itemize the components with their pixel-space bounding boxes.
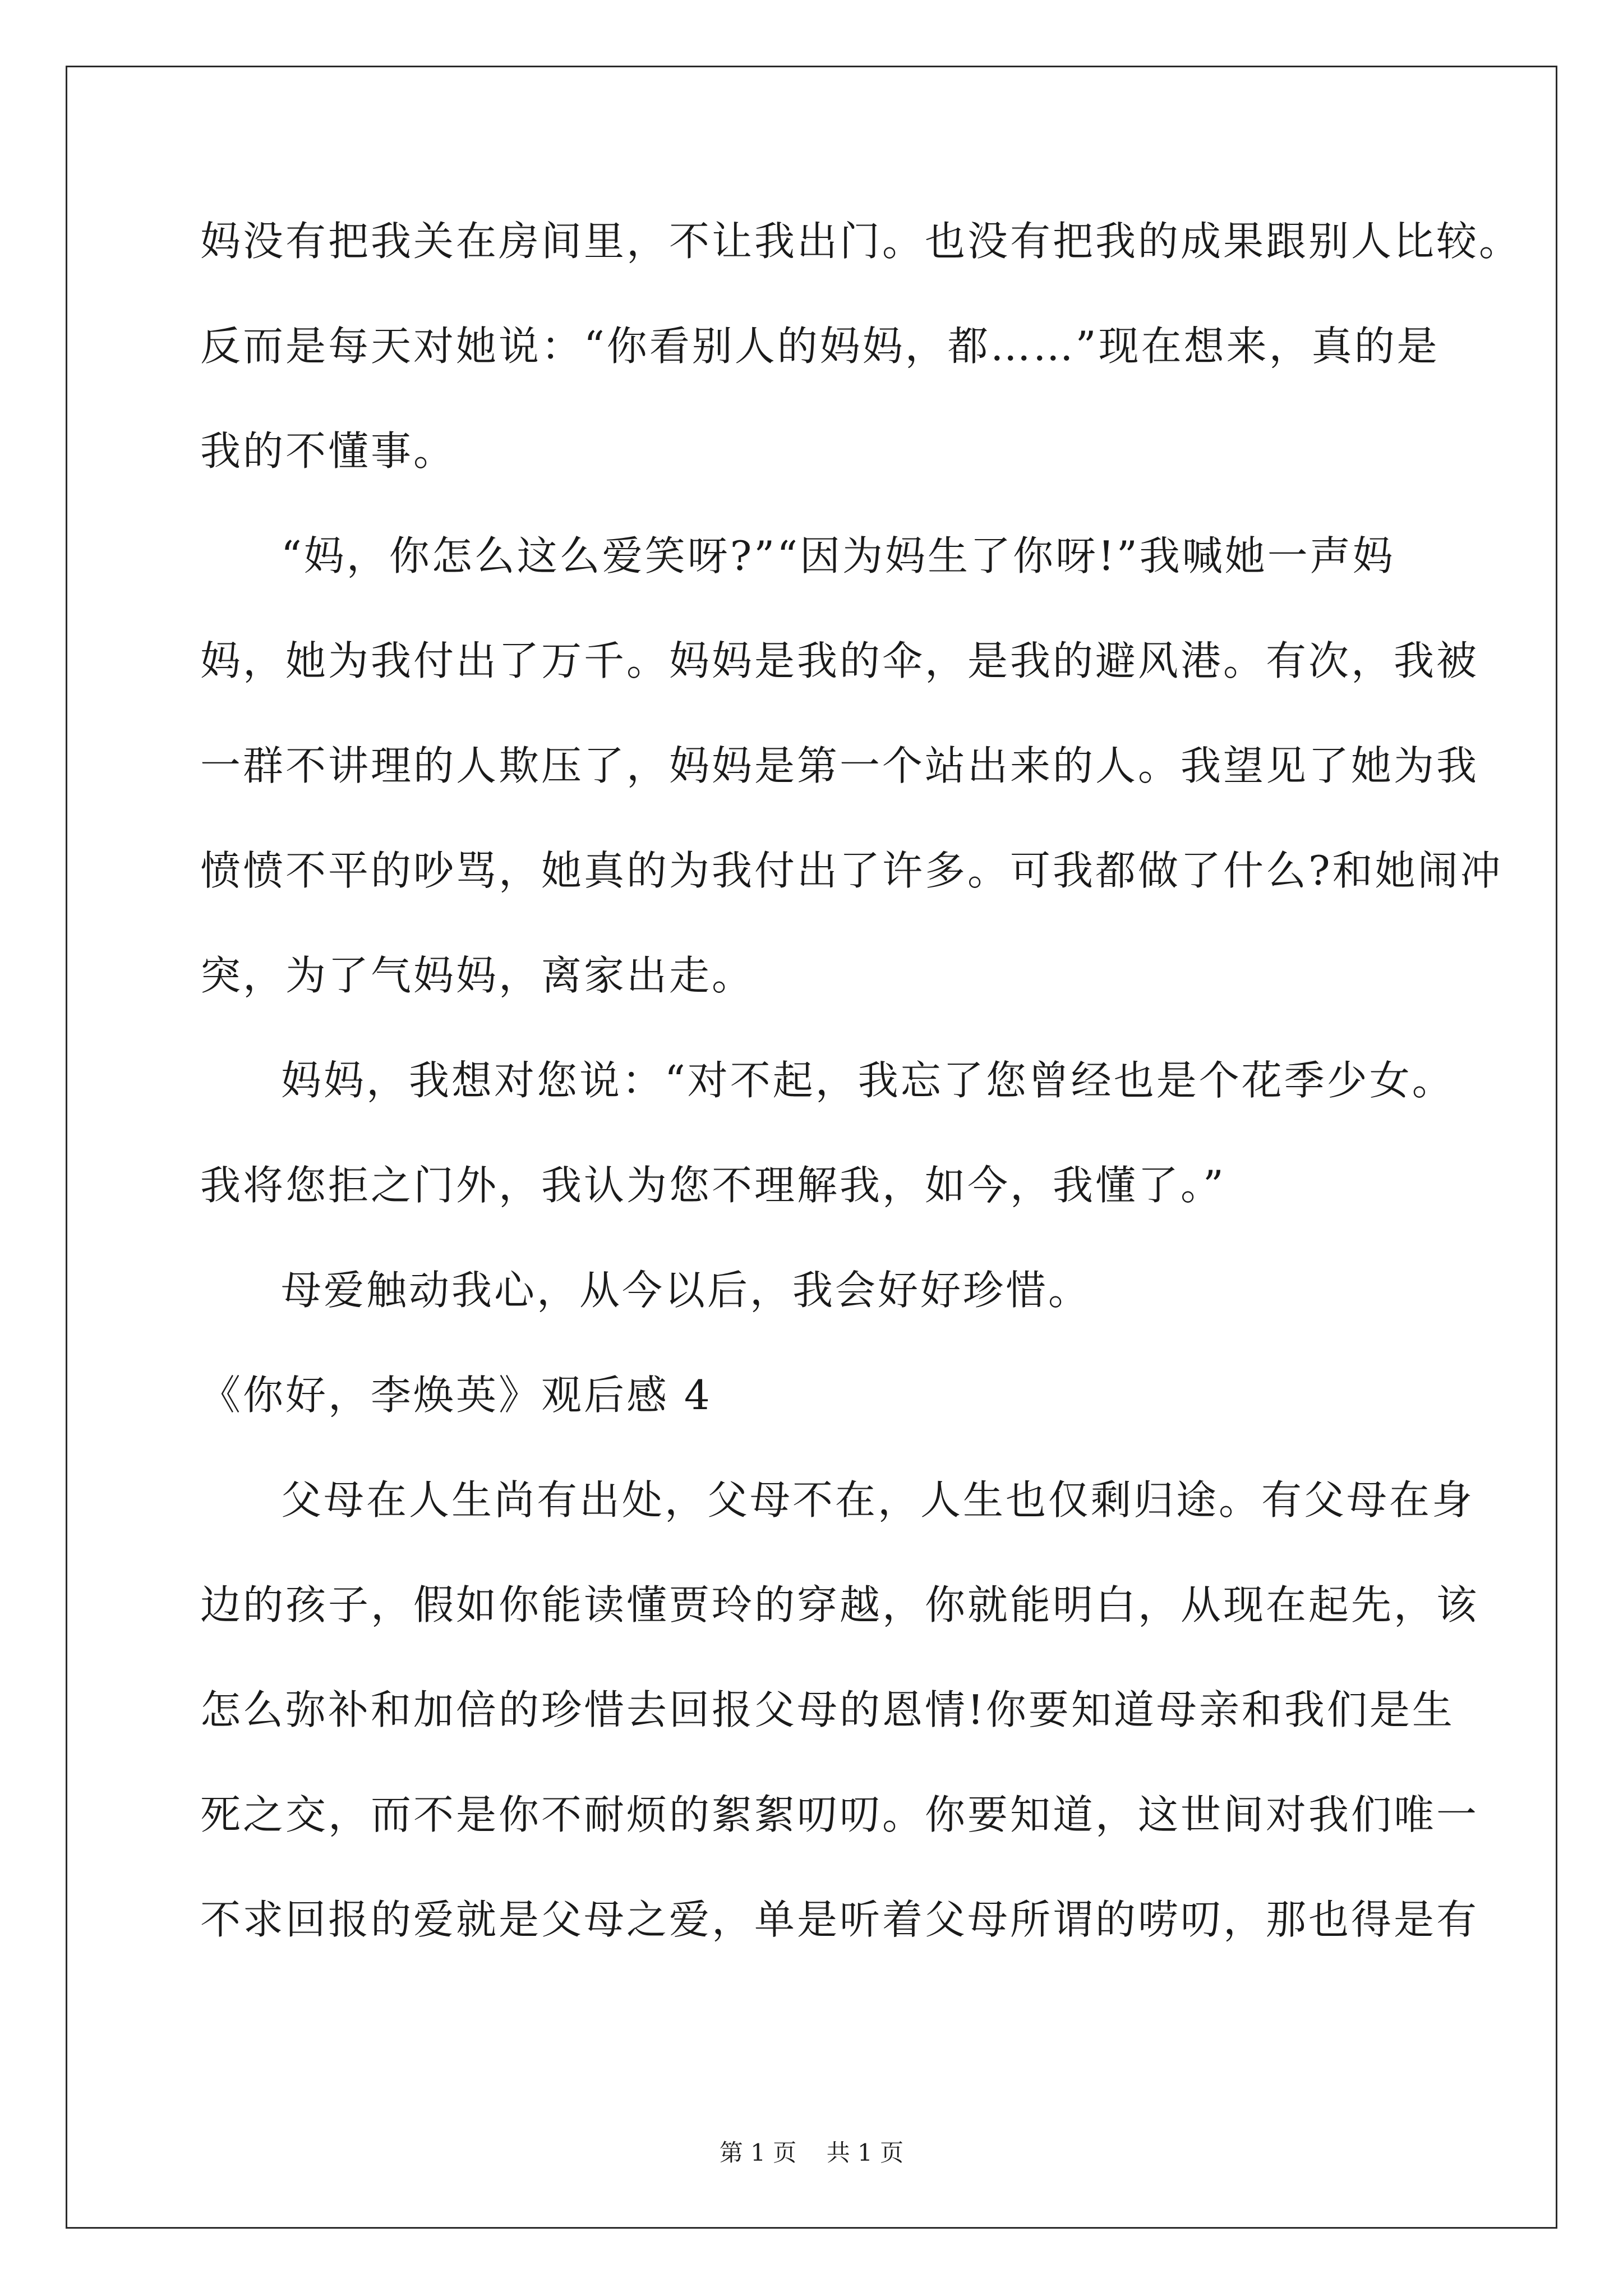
text-line: “妈，你怎么这么爱笑呀?”“因为妈生了你呀!”我喊她一声妈 bbox=[281, 532, 1395, 579]
text-line: 母爱触动我心，从今以后，我会好好珍惜。 bbox=[281, 1267, 1091, 1314]
text-line: 愤愤不平的吵骂，她真的为我付出了许多。可我都做了什么?和她闹冲 bbox=[200, 847, 1503, 894]
text-line: 妈妈，我想对您说：“对不起，我忘了您曾经也是个花季少女。 bbox=[281, 1057, 1455, 1104]
text-line: 我将您拒之门外，我认为您不理解我，如今，我懂了。” bbox=[200, 1162, 1226, 1209]
text-line: 突，为了气妈妈，离家出走。 bbox=[200, 952, 755, 999]
text-line: 父母在人生尚有出处，父母不在，人生也仅剩归途。有父母在身 bbox=[281, 1476, 1475, 1524]
text-line: 妈没有把我关在房间里，不让我出门。也没有把我的成果跟别人比较。 bbox=[200, 218, 1522, 265]
text-line: 怎么弥补和加倍的珍惜去回报父母的恩情!你要知道母亲和我们是生 bbox=[200, 1686, 1455, 1733]
text-line: 反而是每天对她说：“你看别人的妈妈，都……”现在想来，真的是 bbox=[200, 323, 1440, 370]
section-heading: 《你好，李焕英》观后感 4 bbox=[200, 1372, 712, 1419]
text-line: 妈，她为我付出了万千。妈妈是我的伞，是我的避风港。有次，我被 bbox=[200, 637, 1479, 684]
text-line: 我的不懂事。 bbox=[200, 427, 457, 475]
page-footer: 第 1 页 共 1 页 bbox=[719, 2139, 904, 2166]
text-line: 不求回报的爱就是父母之爱，单是听着父母所谓的唠叨，那也得是有 bbox=[200, 1896, 1479, 1943]
text-line: 死之交，而不是你不耐烦的絮絮叨叨。你要知道，这世间对我们唯一 bbox=[200, 1791, 1479, 1838]
text-line: 边的孩子，假如你能读懂贾玲的穿越，你就能明白，从现在起先，该 bbox=[200, 1581, 1479, 1628]
text-line: 一群不讲理的人欺压了，妈妈是第一个站出来的人。我望见了她为我 bbox=[200, 742, 1479, 789]
